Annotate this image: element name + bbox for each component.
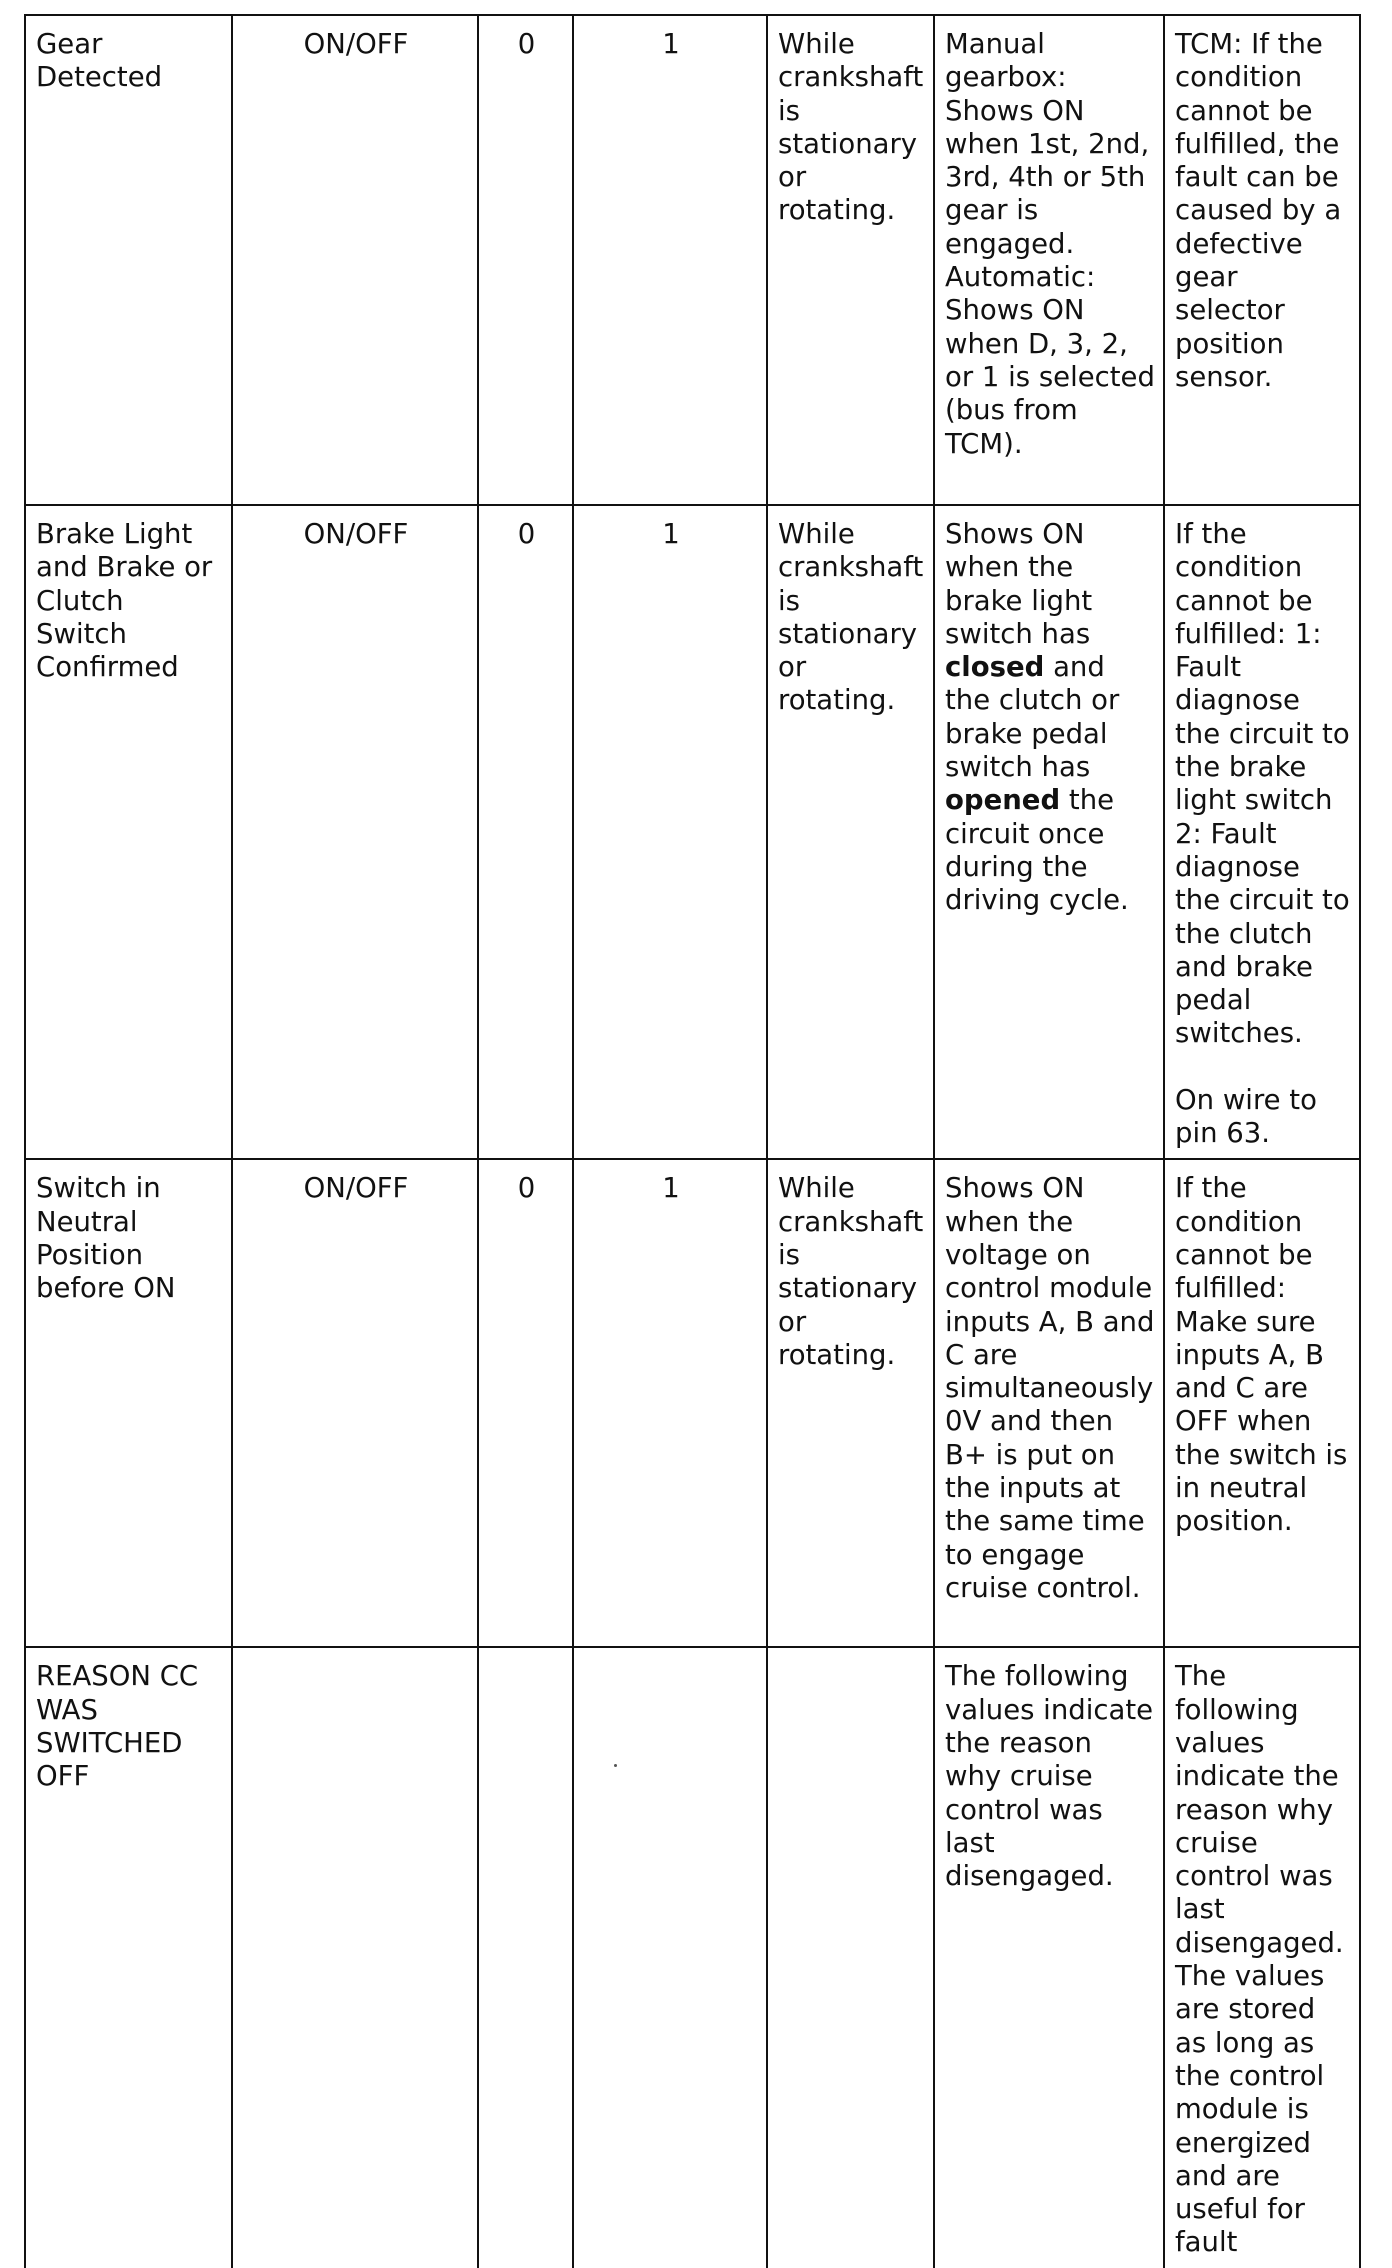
min-value: 0 xyxy=(478,15,573,505)
scan-speck xyxy=(614,1764,617,1767)
description-text: and the clutch or brake pedal switch has xyxy=(945,651,1120,784)
document-page xyxy=(24,14,1359,2259)
value-type xyxy=(232,1647,478,2267)
value-type: ON/OFF xyxy=(232,1159,478,1647)
remarks-text: If the condition cannot be fulfilled: 1: Fault diagnose the circuit to the brake light switch 2: Fault diagnose the circuit to the clutch and brake pedal switches. xyxy=(1175,518,1350,1050)
max-value: 1 xyxy=(573,15,767,505)
table-row xyxy=(25,15,1360,505)
min-value: 0 xyxy=(478,505,573,1159)
table-row xyxy=(25,1159,1360,1647)
remarks-cell: If the condition cannot be fulfilled: Make sure inputs A, B and C are OFF when the switch is in neutral position. xyxy=(1164,1159,1360,1647)
remarks-cell: TCM: If the condition cannot be fulfilled, the fault can be caused by a defective gear selector position sensor. xyxy=(1164,15,1360,505)
description-text: Shows ON when the brake light switch has xyxy=(945,518,1093,650)
condition-cell: While crankshaft is stationary or rotating. xyxy=(767,15,934,505)
description-bold-closed: closed xyxy=(945,651,1045,684)
table-row xyxy=(25,505,1360,1159)
remarks-cell: The following values indicate the reason why cruise control was last disengaged. The values are stored as long as the control module is energized and are useful for fault xyxy=(1164,1647,1360,2267)
min-value xyxy=(478,1647,573,2267)
condition-cell: While crankshaft is stationary or rotating. xyxy=(767,505,934,1159)
description-cell xyxy=(934,505,1164,1159)
parameter-name: Brake Light and Brake or Clutch Switch Confirmed xyxy=(25,505,232,1159)
remarks-note: On wire to pin 63. xyxy=(1175,1083,1317,1150)
table-row xyxy=(25,1647,1360,2267)
max-value: 1 xyxy=(573,1159,767,1647)
description-text: the circuit once during the driving cycle. xyxy=(945,784,1129,917)
parameter-table xyxy=(24,14,1361,2268)
value-type: ON/OFF xyxy=(232,505,478,1159)
max-value: 1 xyxy=(573,505,767,1159)
condition-cell: While crankshaft is stationary or rotating. xyxy=(767,1159,934,1647)
condition-cell xyxy=(767,1647,934,2267)
description-cell: Shows ON when the voltage on control module inputs A, B and C are simultaneously 0V and then B+ is put on the inputs at the same time to engage cruise control. xyxy=(934,1159,1164,1647)
min-value: 0 xyxy=(478,1159,573,1647)
max-value xyxy=(573,1647,767,2267)
parameter-name: Gear Detected xyxy=(25,15,232,505)
description-cell: The following values indicate the reason why cruise control was last disengaged. xyxy=(934,1647,1164,2267)
value-type: ON/OFF xyxy=(232,15,478,505)
parameter-name: REASON CC WAS SWITCHED OFF xyxy=(25,1647,232,2267)
remarks-cell xyxy=(1164,505,1360,1159)
parameter-name: Switch in Neutral Position before ON xyxy=(25,1159,232,1647)
description-cell: Manual gearbox: Shows ON when 1st, 2nd, 3rd, 4th or 5th gear is engaged. Automatic: Shows ON when D, 3, 2, or 1 is selected (bus from TCM). xyxy=(934,15,1164,505)
description-bold-opened: opened xyxy=(945,784,1061,817)
